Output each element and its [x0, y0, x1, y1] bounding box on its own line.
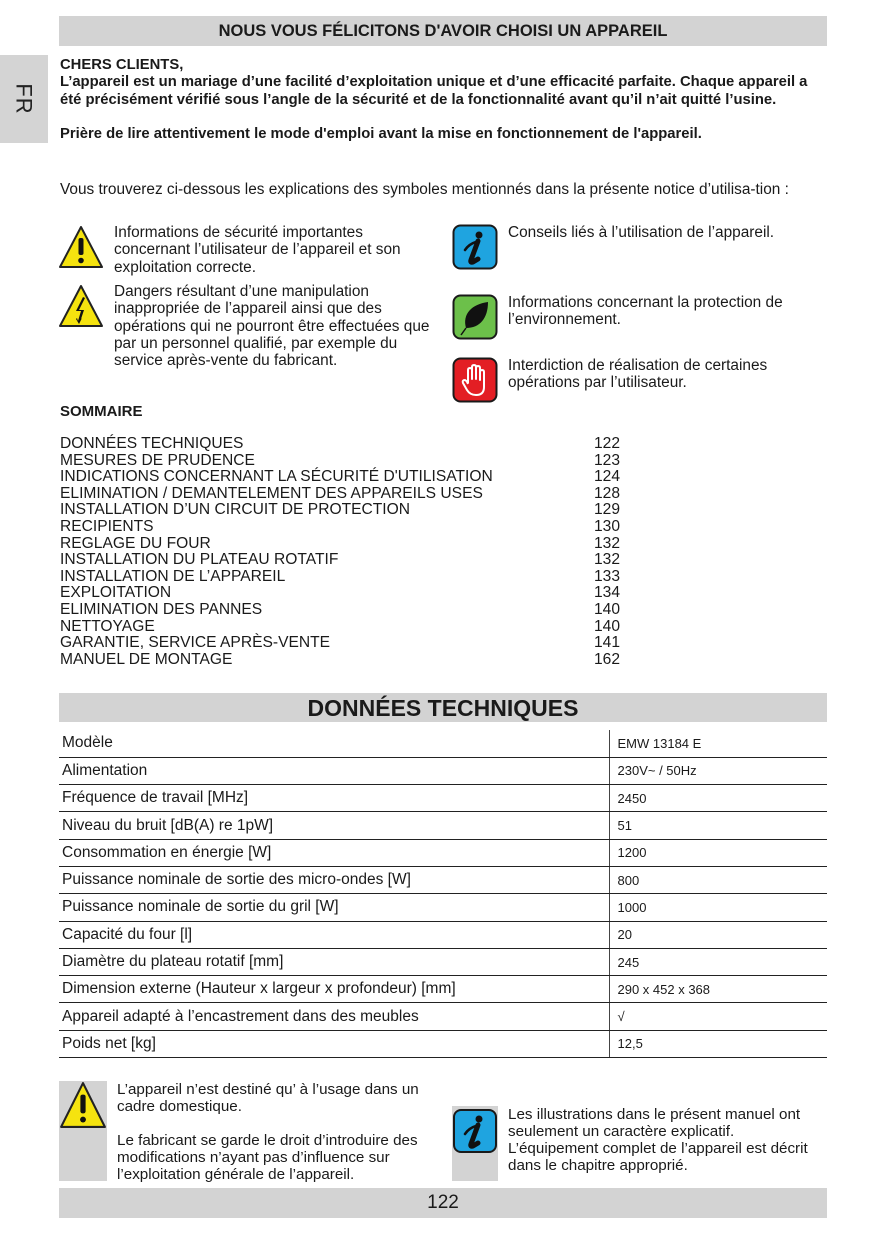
toc-entry[interactable]: INDICATIONS CONCERNANT LA SÉCURITÉ D'UTILISATION 124	[60, 468, 620, 486]
table-row: Diamètre du plateau rotatif [mm] 245	[59, 948, 827, 975]
info-icon-box	[452, 1106, 498, 1181]
table-row: Puissance nominale de sortie du gril [W] 1000	[59, 894, 827, 921]
table-of-contents	[60, 436, 620, 668]
toc-entry[interactable]: NETTOYAGE 140	[60, 617, 620, 635]
symbol-text: Dangers résultant d’une manipulation inappropriée de l’appareil ainsi que des opérations qui ne pourront être effectuées que par un personnel qualifié, par exemple du service après-vente du fabricant.	[114, 283, 430, 370]
toc-entry[interactable]: EXPLOITATION 134	[60, 584, 620, 602]
language-tab	[0, 55, 48, 143]
symbol-item-info	[452, 224, 822, 270]
symbol-text: Interdiction de réalisation de certaines opérations par l’utilisateur.	[508, 357, 768, 392]
symbol-item-environment	[452, 294, 822, 340]
technical-data-table	[59, 730, 827, 1058]
table-row: Consommation en énergie [W] 1200	[59, 839, 827, 866]
table-row: Modèle EMW 13184 E	[59, 730, 827, 757]
toc-entry[interactable]: GARANTIE, SERVICE APRÈS-VENTE 141	[60, 634, 620, 652]
table-row: Dimension externe (Hauteur x largeur x profondeur) [mm] 290 x 452 x 368	[59, 976, 827, 1003]
summary-title: SOMMAIRE	[60, 403, 143, 420]
leaf-icon	[452, 294, 498, 340]
symbol-item-electric	[58, 283, 438, 369]
symbol-item-warning	[58, 224, 438, 276]
toc-entry[interactable]: ELIMINATION / DEMANTELEMENT DES APPAREILS USES 128	[60, 484, 620, 502]
table-row: Capacité du four [l] 20	[59, 921, 827, 948]
symbol-item-prohibition	[452, 357, 822, 403]
section-heading-technical-data: DONNÉES TECHNIQUES	[59, 693, 827, 722]
warning-exclamation-icon	[58, 224, 104, 270]
toc-entry[interactable]: MESURES DE PRUDENCE 123	[60, 451, 620, 469]
table-row: Appareil adapté à l’encastrement dans des meubles √	[59, 1003, 827, 1030]
greeting: CHERS CLIENTS,	[60, 57, 184, 73]
stop-hand-icon	[452, 357, 498, 403]
electric-hazard-icon	[58, 283, 104, 329]
info-note-text: Les illustrations dans le présent manuel ont seulement un caractère explicatif. L’équipement complet de l’appareil est décrit dans le chapitre approprié.	[508, 1106, 808, 1174]
table-row: Fréquence de travail [MHz] 2450	[59, 785, 827, 812]
toc-entry[interactable]: INSTALLATION D’UN CIRCUIT DE PROTECTION 129	[60, 501, 620, 519]
table-row: Poids net [kg] 12,5	[59, 1030, 827, 1057]
table-row: Puissance nominale de sortie des micro-ondes [W] 800	[59, 866, 827, 893]
table-row: Niveau du bruit [dB(A) re 1pW] 51	[59, 812, 827, 839]
symbol-text: Conseils liés à l’utilisation de l’appareil.	[508, 224, 775, 241]
warning-note	[59, 1081, 439, 1181]
page-number: 122	[59, 1188, 827, 1218]
toc-entry[interactable]: INSTALLATION DE L’APPAREIL 133	[60, 567, 620, 585]
instruction-text: Prière de lire attentivement le mode d'emploi avant la mise en fonctionnement de l'appareil.	[60, 125, 702, 142]
toc-entry[interactable]: INSTALLATION DU PLATEAU ROTATIF 132	[60, 551, 620, 569]
info-icon	[452, 1108, 498, 1154]
info-icon	[452, 224, 498, 270]
toc-entry[interactable]: DONNÉES TECHNIQUES 122	[60, 435, 620, 452]
language-label: FR	[11, 83, 37, 115]
intro-section	[60, 57, 830, 143]
intro-paragraph: L’appareil est un mariage d’une facilité d’exploitation unique et d’une efficacité parfaite. Chaque appareil a été précisément vérifié sous l’angle de la sécurité et de la fonctionnalité avant qu’il n’ait quitté l’usine.	[60, 74, 808, 108]
table-row: Alimentation 230V~ / 50Hz	[59, 757, 827, 784]
toc-entry[interactable]: REGLAGE DU FOUR 132	[60, 534, 620, 552]
toc-entry[interactable]: RECIPIENTS 130	[60, 517, 620, 535]
symbol-text: Informations de sécurité importantes concernant l’utilisateur de l’appareil et son exploitation correcte.	[114, 224, 401, 276]
toc-entry[interactable]: MANUEL DE MONTAGE 162	[60, 650, 620, 668]
symbol-text: Informations concernant la protection de l’environnement.	[508, 294, 783, 329]
symbols-intro: Vous trouverez ci-dessous les explications des symboles mentionnés dans la présente notice d’utilisa-tion :	[60, 181, 789, 198]
warning-exclamation-icon	[59, 1081, 107, 1129]
info-note	[452, 1106, 827, 1181]
toc-entry[interactable]: ELIMINATION DES PANNES 140	[60, 600, 620, 618]
warning-note-text: L’appareil n’est destiné qu’ à l’usage dans un cadre domestique. Le fabricant se garde le droit d’introduire des modifications n’ayant pas d’influence sur l’exploitation générale de l’appareil.	[117, 1081, 419, 1183]
page-heading: NOUS VOUS FÉLICITONS D'AVOIR CHOISI UN APPAREIL	[59, 16, 827, 46]
warning-icon-box	[59, 1081, 107, 1181]
